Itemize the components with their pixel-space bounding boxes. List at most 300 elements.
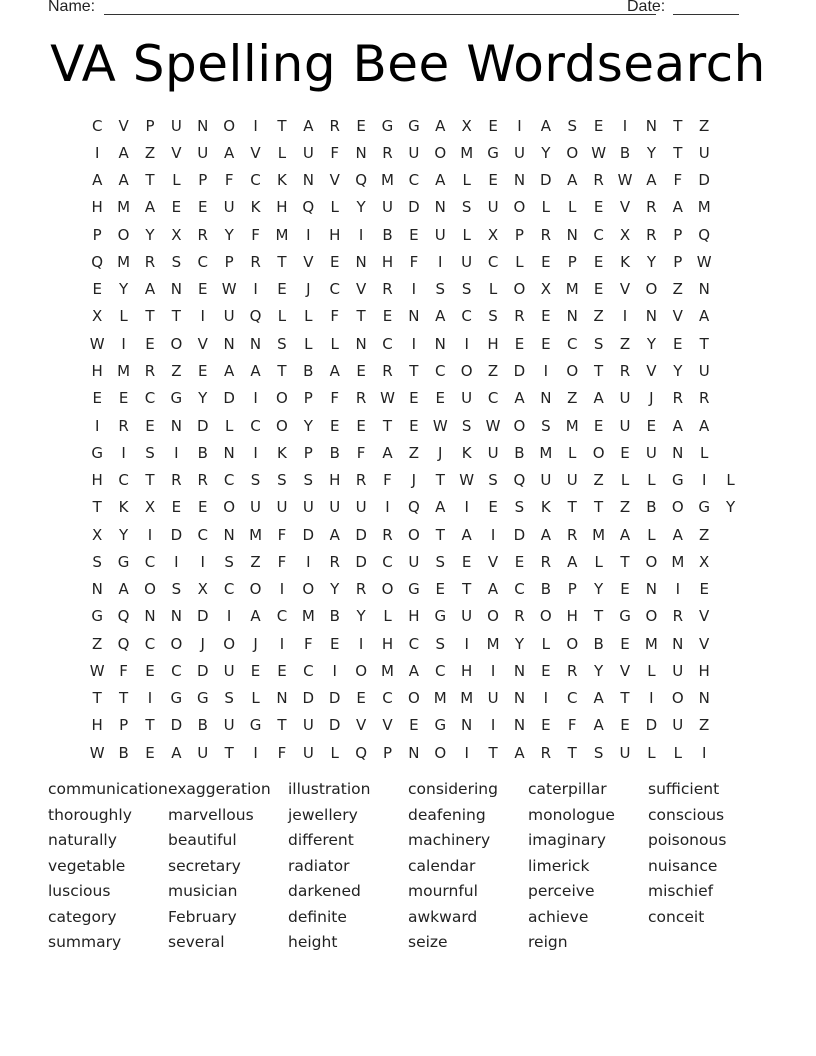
grid-letter[interactable]: L: [647, 661, 656, 680]
grid-letter[interactable]: I: [622, 116, 628, 135]
grid-letter[interactable]: E: [171, 198, 182, 217]
grid-letter[interactable]: L: [330, 334, 339, 353]
grid-letter[interactable]: I: [200, 552, 205, 571]
grid-letter[interactable]: I: [517, 116, 522, 135]
grid-letter[interactable]: S: [514, 498, 525, 517]
grid-letter[interactable]: M: [117, 362, 131, 381]
grid-letter[interactable]: F: [277, 525, 287, 544]
grid-letter[interactable]: R: [646, 198, 657, 217]
grid-letter[interactable]: F: [673, 171, 683, 190]
grid-letter[interactable]: O: [223, 634, 236, 653]
grid-letter[interactable]: D: [170, 716, 183, 735]
grid-letter[interactable]: V: [382, 716, 393, 735]
grid-letter[interactable]: J: [306, 280, 311, 299]
grid-letter[interactable]: O: [487, 607, 499, 626]
grid-letter[interactable]: C: [593, 225, 604, 244]
grid-letter[interactable]: N: [408, 743, 420, 762]
grid-letter[interactable]: R: [329, 552, 340, 571]
grid-letter[interactable]: N: [434, 198, 446, 217]
grid-letter[interactable]: F: [383, 471, 392, 490]
grid-letter[interactable]: I: [253, 280, 258, 299]
grid-letter[interactable]: M: [275, 225, 289, 244]
grid-letter[interactable]: Y: [145, 225, 155, 244]
grid-letter[interactable]: N: [302, 171, 314, 190]
grid-letter[interactable]: C: [435, 362, 446, 381]
grid-letter[interactable]: S: [250, 471, 261, 490]
grid-letter[interactable]: I: [358, 634, 364, 653]
grid-letter[interactable]: O: [645, 607, 658, 626]
grid-letter[interactable]: Y: [594, 580, 604, 599]
grid-letter[interactable]: Y: [356, 607, 366, 626]
grid-letter[interactable]: E: [171, 498, 182, 517]
grid-letter[interactable]: N: [355, 334, 367, 353]
grid-letter[interactable]: S: [435, 552, 446, 571]
grid-letter[interactable]: W: [221, 280, 237, 299]
grid-letter[interactable]: M: [301, 607, 315, 626]
grid-letter[interactable]: C: [566, 334, 578, 353]
grid-letter[interactable]: P: [673, 225, 683, 244]
grid-letter[interactable]: A: [382, 443, 393, 462]
grid-letter[interactable]: Q: [249, 307, 262, 326]
grid-letter[interactable]: L: [673, 743, 682, 762]
grid-letter[interactable]: U: [250, 498, 262, 517]
grid-letter[interactable]: O: [144, 580, 156, 599]
grid-letter[interactable]: C: [197, 252, 208, 271]
grid-letter[interactable]: E: [620, 634, 630, 653]
grid-letter[interactable]: L: [304, 334, 313, 353]
grid-letter[interactable]: E: [409, 389, 419, 408]
grid-letter[interactable]: A: [435, 116, 446, 135]
grid-letter[interactable]: P: [119, 716, 129, 735]
grid-letter[interactable]: U: [355, 498, 367, 517]
grid-letter[interactable]: U: [540, 471, 552, 490]
grid-letter[interactable]: W: [591, 143, 607, 162]
grid-letter[interactable]: D: [196, 416, 209, 435]
grid-letter[interactable]: S: [593, 334, 604, 353]
grid-letter[interactable]: A: [435, 171, 446, 190]
grid-letter[interactable]: U: [619, 743, 631, 762]
grid-letter[interactable]: E: [118, 389, 129, 408]
grid-letter[interactable]: N: [513, 689, 526, 708]
grid-letter[interactable]: Y: [673, 362, 683, 381]
grid-letter[interactable]: F: [330, 389, 340, 408]
grid-letter[interactable]: K: [620, 252, 630, 271]
grid-letter[interactable]: S: [488, 307, 498, 326]
grid-letter[interactable]: O: [645, 552, 658, 571]
grid-letter[interactable]: R: [355, 580, 367, 599]
grid-letter[interactable]: U: [223, 716, 235, 735]
grid-letter[interactable]: C: [329, 280, 340, 299]
grid-letter[interactable]: U: [698, 362, 710, 381]
grid-letter[interactable]: M: [381, 171, 394, 190]
grid-letter[interactable]: T: [488, 743, 498, 762]
grid-letter[interactable]: E: [488, 116, 498, 135]
grid-letter[interactable]: E: [329, 416, 340, 435]
grid-letter[interactable]: M: [460, 689, 474, 708]
grid-letter[interactable]: I: [464, 334, 469, 353]
grid-letter[interactable]: E: [435, 580, 446, 599]
grid-letter[interactable]: E: [409, 716, 419, 735]
grid-letter[interactable]: L: [647, 525, 656, 544]
grid-letter[interactable]: B: [382, 225, 393, 244]
grid-letter[interactable]: K: [461, 443, 472, 462]
grid-letter[interactable]: L: [304, 307, 313, 326]
grid-letter[interactable]: I: [121, 443, 126, 462]
grid-letter[interactable]: T: [567, 743, 577, 762]
grid-letter[interactable]: R: [540, 552, 552, 571]
grid-letter[interactable]: R: [171, 471, 182, 490]
grid-letter[interactable]: M: [249, 525, 263, 544]
grid-letter[interactable]: I: [253, 116, 258, 135]
grid-letter[interactable]: O: [645, 280, 658, 299]
grid-letter[interactable]: T: [462, 580, 472, 599]
grid-letter[interactable]: Z: [619, 498, 631, 517]
grid-letter[interactable]: R: [567, 525, 578, 544]
grid-letter[interactable]: A: [514, 389, 525, 408]
grid-letter[interactable]: M: [486, 634, 500, 653]
grid-letter[interactable]: N: [223, 525, 235, 544]
grid-letter[interactable]: N: [223, 443, 235, 462]
grid-letter[interactable]: I: [253, 443, 258, 462]
grid-letter[interactable]: V: [646, 362, 657, 381]
grid-letter[interactable]: G: [408, 580, 420, 599]
grid-letter[interactable]: M: [565, 280, 579, 299]
grid-letter[interactable]: I: [411, 280, 417, 299]
grid-letter[interactable]: Y: [594, 661, 604, 680]
grid-letter[interactable]: E: [356, 689, 366, 708]
grid-letter[interactable]: T: [145, 471, 155, 490]
grid-letter[interactable]: T: [145, 716, 155, 735]
grid-letter[interactable]: E: [514, 334, 525, 353]
grid-letter[interactable]: R: [250, 252, 261, 271]
grid-letter[interactable]: Y: [198, 389, 208, 408]
grid-letter[interactable]: T: [382, 416, 393, 435]
date-blank-line[interactable]: [673, 14, 739, 15]
grid-letter[interactable]: Z: [699, 116, 710, 135]
grid-letter[interactable]: N: [91, 580, 103, 599]
grid-letter[interactable]: T: [277, 716, 287, 735]
grid-letter[interactable]: U: [302, 143, 314, 162]
grid-letter[interactable]: I: [332, 661, 337, 680]
grid-letter[interactable]: U: [487, 443, 499, 462]
grid-letter[interactable]: N: [434, 334, 446, 353]
grid-letter[interactable]: P: [567, 580, 577, 599]
grid-letter[interactable]: K: [250, 198, 261, 217]
grid-letter[interactable]: P: [382, 743, 393, 762]
grid-letter[interactable]: A: [461, 525, 472, 544]
grid-letter[interactable]: X: [197, 580, 208, 599]
grid-letter[interactable]: Y: [356, 198, 366, 217]
grid-letter[interactable]: W: [432, 416, 448, 435]
grid-letter[interactable]: I: [306, 225, 311, 244]
grid-letter[interactable]: M: [539, 443, 553, 462]
grid-letter[interactable]: S: [224, 552, 234, 571]
grid-letter[interactable]: A: [699, 307, 710, 326]
grid-letter[interactable]: S: [171, 252, 182, 271]
grid-letter[interactable]: O: [223, 116, 236, 135]
grid-letter[interactable]: A: [540, 116, 551, 135]
grid-letter[interactable]: A: [118, 171, 129, 190]
grid-letter[interactable]: S: [488, 471, 498, 490]
grid-letter[interactable]: Z: [487, 362, 499, 381]
grid-letter[interactable]: U: [698, 143, 710, 162]
grid-letter[interactable]: I: [438, 252, 443, 271]
grid-letter[interactable]: O: [223, 498, 236, 517]
grid-letter[interactable]: T: [435, 525, 445, 544]
grid-letter[interactable]: Y: [119, 525, 129, 544]
grid-letter[interactable]: U: [223, 307, 235, 326]
grid-letter[interactable]: V: [619, 198, 631, 217]
grid-letter[interactable]: Z: [593, 307, 604, 326]
grid-letter[interactable]: C: [514, 580, 525, 599]
grid-letter[interactable]: V: [329, 171, 340, 190]
grid-letter[interactable]: D: [408, 198, 420, 217]
grid-letter[interactable]: U: [197, 143, 209, 162]
grid-letter[interactable]: C: [250, 171, 261, 190]
grid-letter[interactable]: I: [279, 634, 285, 653]
grid-letter[interactable]: I: [490, 525, 496, 544]
grid-letter[interactable]: M: [644, 634, 658, 653]
grid-letter[interactable]: Z: [672, 280, 683, 299]
grid-letter[interactable]: F: [277, 743, 287, 762]
grid-letter[interactable]: A: [144, 198, 156, 217]
grid-letter[interactable]: C: [250, 416, 261, 435]
grid-letter[interactable]: E: [356, 362, 366, 381]
grid-letter[interactable]: J: [438, 443, 443, 462]
grid-letter[interactable]: E: [409, 225, 419, 244]
grid-letter[interactable]: X: [461, 116, 472, 135]
grid-letter[interactable]: O: [566, 143, 579, 162]
grid-letter[interactable]: F: [224, 171, 234, 190]
grid-letter[interactable]: H: [91, 198, 103, 217]
grid-letter[interactable]: L: [330, 198, 339, 217]
grid-letter[interactable]: L: [515, 252, 524, 271]
grid-letter[interactable]: O: [513, 198, 526, 217]
grid-letter[interactable]: D: [355, 552, 367, 571]
grid-letter[interactable]: Q: [698, 225, 711, 244]
grid-letter[interactable]: D: [302, 525, 315, 544]
grid-letter[interactable]: G: [434, 607, 447, 626]
grid-letter[interactable]: R: [672, 389, 683, 408]
grid-letter[interactable]: R: [197, 225, 208, 244]
grid-letter[interactable]: J: [253, 634, 258, 653]
grid-letter[interactable]: P: [92, 225, 102, 244]
grid-letter[interactable]: A: [619, 525, 631, 544]
grid-letter[interactable]: F: [330, 307, 340, 326]
grid-letter[interactable]: V: [250, 143, 261, 162]
grid-letter[interactable]: E: [198, 362, 208, 381]
grid-letter[interactable]: C: [144, 552, 156, 571]
grid-letter[interactable]: I: [121, 334, 126, 353]
grid-letter[interactable]: A: [144, 280, 156, 299]
grid-letter[interactable]: V: [672, 307, 683, 326]
grid-letter[interactable]: H: [329, 471, 341, 490]
grid-letter[interactable]: V: [355, 716, 367, 735]
grid-letter[interactable]: T: [673, 143, 683, 162]
grid-letter[interactable]: Q: [117, 634, 130, 653]
grid-letter[interactable]: E: [620, 716, 630, 735]
grid-letter[interactable]: H: [329, 225, 341, 244]
grid-letter[interactable]: E: [329, 252, 340, 271]
grid-letter[interactable]: H: [698, 661, 710, 680]
grid-letter[interactable]: C: [223, 580, 235, 599]
grid-letter[interactable]: U: [672, 661, 684, 680]
grid-letter[interactable]: R: [355, 389, 367, 408]
grid-letter[interactable]: G: [170, 689, 183, 708]
grid-letter[interactable]: P: [567, 252, 577, 271]
grid-letter[interactable]: U: [461, 607, 473, 626]
grid-letter[interactable]: D: [223, 389, 235, 408]
grid-letter[interactable]: I: [701, 743, 707, 762]
grid-letter[interactable]: L: [277, 307, 287, 326]
grid-letter[interactable]: E: [593, 252, 604, 271]
grid-letter[interactable]: I: [543, 362, 549, 381]
grid-letter[interactable]: T: [356, 307, 366, 326]
grid-letter[interactable]: C: [91, 116, 103, 135]
grid-letter[interactable]: F: [119, 661, 128, 680]
grid-letter[interactable]: T: [277, 116, 287, 135]
grid-letter[interactable]: A: [593, 716, 604, 735]
grid-letter[interactable]: F: [304, 634, 313, 653]
grid-letter[interactable]: Z: [171, 362, 182, 381]
grid-letter[interactable]: B: [118, 743, 129, 762]
grid-letter[interactable]: Z: [408, 443, 420, 462]
grid-letter[interactable]: A: [250, 362, 261, 381]
grid-letter[interactable]: P: [198, 171, 208, 190]
grid-letter[interactable]: L: [330, 743, 339, 762]
grid-letter[interactable]: N: [672, 634, 684, 653]
grid-letter[interactable]: O: [513, 416, 526, 435]
grid-letter[interactable]: E: [593, 280, 604, 299]
grid-letter[interactable]: O: [566, 362, 579, 381]
grid-letter[interactable]: E: [250, 661, 261, 680]
grid-letter[interactable]: W: [89, 661, 105, 680]
grid-letter[interactable]: O: [434, 743, 447, 762]
grid-letter[interactable]: K: [118, 498, 129, 517]
grid-letter[interactable]: E: [382, 307, 393, 326]
grid-letter[interactable]: C: [566, 689, 578, 708]
grid-letter[interactable]: V: [171, 143, 182, 162]
grid-letter[interactable]: X: [171, 225, 182, 244]
grid-letter[interactable]: V: [487, 552, 499, 571]
grid-letter[interactable]: C: [303, 661, 314, 680]
grid-letter[interactable]: E: [646, 416, 657, 435]
grid-letter[interactable]: A: [646, 171, 657, 190]
grid-letter[interactable]: W: [380, 389, 395, 408]
grid-letter[interactable]: A: [672, 416, 683, 435]
grid-letter[interactable]: T: [119, 689, 129, 708]
grid-letter[interactable]: C: [223, 471, 235, 490]
grid-letter[interactable]: S: [92, 552, 102, 571]
grid-letter[interactable]: O: [117, 225, 130, 244]
grid-letter[interactable]: Z: [619, 334, 631, 353]
grid-letter[interactable]: V: [699, 607, 710, 626]
grid-letter[interactable]: L: [251, 689, 260, 708]
grid-letter[interactable]: Z: [144, 143, 156, 162]
grid-letter[interactable]: G: [249, 716, 262, 735]
grid-letter[interactable]: O: [434, 143, 447, 162]
grid-letter[interactable]: R: [382, 525, 393, 544]
grid-letter[interactable]: I: [94, 416, 100, 435]
grid-letter[interactable]: W: [696, 252, 712, 271]
grid-letter[interactable]: V: [619, 661, 631, 680]
grid-letter[interactable]: Z: [250, 552, 261, 571]
grid-letter[interactable]: L: [462, 225, 471, 244]
grid-letter[interactable]: O: [407, 525, 420, 544]
grid-letter[interactable]: V: [197, 334, 208, 353]
grid-letter[interactable]: G: [381, 116, 394, 135]
grid-letter[interactable]: Y: [725, 498, 736, 517]
grid-letter[interactable]: U: [223, 198, 235, 217]
grid-letter[interactable]: R: [197, 471, 208, 490]
grid-letter[interactable]: Q: [355, 171, 367, 190]
grid-letter[interactable]: R: [118, 416, 129, 435]
grid-letter[interactable]: J: [411, 471, 417, 490]
grid-letter[interactable]: F: [409, 252, 419, 271]
grid-letter[interactable]: A: [329, 362, 340, 381]
grid-letter[interactable]: I: [411, 334, 417, 353]
grid-letter[interactable]: U: [434, 225, 446, 244]
grid-letter[interactable]: Z: [92, 634, 103, 653]
grid-letter[interactable]: U: [276, 498, 288, 517]
grid-letter[interactable]: R: [382, 362, 393, 381]
grid-letter[interactable]: S: [303, 471, 314, 490]
grid-letter[interactable]: A: [435, 307, 446, 326]
grid-letter[interactable]: O: [381, 580, 394, 599]
grid-letter[interactable]: O: [460, 362, 473, 381]
grid-letter[interactable]: N: [672, 443, 684, 462]
grid-letter[interactable]: C: [197, 525, 208, 544]
grid-letter[interactable]: R: [540, 743, 552, 762]
grid-letter[interactable]: G: [671, 471, 684, 490]
grid-letter[interactable]: U: [302, 743, 314, 762]
grid-letter[interactable]: X: [92, 307, 103, 326]
grid-letter[interactable]: X: [619, 225, 631, 244]
grid-letter[interactable]: U: [382, 198, 393, 217]
grid-letter[interactable]: I: [174, 552, 179, 571]
grid-letter[interactable]: X: [540, 280, 551, 299]
grid-letter[interactable]: R: [382, 280, 393, 299]
grid-letter[interactable]: A: [567, 171, 578, 190]
grid-letter[interactable]: G: [434, 716, 447, 735]
grid-letter[interactable]: E: [699, 580, 709, 599]
grid-letter[interactable]: B: [329, 443, 340, 462]
grid-letter[interactable]: T: [145, 307, 155, 326]
grid-letter[interactable]: C: [276, 607, 288, 626]
grid-letter[interactable]: Z: [593, 471, 604, 490]
grid-letter[interactable]: E: [541, 661, 551, 680]
grid-letter[interactable]: U: [197, 743, 209, 762]
grid-letter[interactable]: I: [543, 689, 549, 708]
grid-letter[interactable]: G: [170, 389, 183, 408]
grid-letter[interactable]: D: [540, 171, 552, 190]
grid-letter[interactable]: E: [541, 252, 551, 271]
grid-letter[interactable]: N: [408, 307, 420, 326]
grid-letter[interactable]: W: [617, 171, 633, 190]
grid-letter[interactable]: L: [383, 607, 392, 626]
grid-letter[interactable]: N: [566, 307, 578, 326]
grid-letter[interactable]: U: [461, 252, 473, 271]
grid-letter[interactable]: Z: [699, 716, 710, 735]
grid-letter[interactable]: U: [672, 716, 684, 735]
grid-letter[interactable]: A: [118, 143, 129, 162]
grid-letter[interactable]: N: [645, 307, 658, 326]
grid-letter[interactable]: B: [619, 143, 631, 162]
grid-letter[interactable]: D: [645, 716, 658, 735]
grid-letter[interactable]: S: [461, 416, 472, 435]
grid-letter[interactable]: S: [435, 634, 446, 653]
grid-letter[interactable]: U: [461, 389, 473, 408]
